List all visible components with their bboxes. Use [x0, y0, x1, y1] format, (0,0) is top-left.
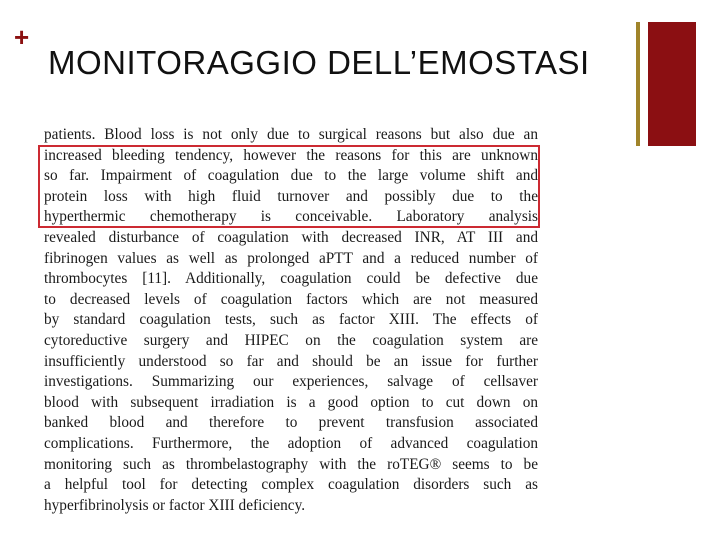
- excerpt-line: banked blood and therefore to prevent transfusion associated: [44, 414, 538, 432]
- excerpt-line: monitoring such as thrombelastography with the roTEG® seems to be: [44, 455, 538, 473]
- excerpt-line: a helpful tool for detecting complex coagulation disorders such as: [44, 476, 538, 494]
- excerpt-line: patients. Blood loss is not only due to surgical reasons but also due an: [44, 126, 538, 143]
- excerpt-line: so far. Impairment of coagulation due to the large volume shift and: [44, 167, 538, 185]
- excerpt-line: insufficiently understood so far and should be an issue for further: [44, 352, 538, 370]
- excerpt-line: blood with subsequent irradiation is a good option to cut down on: [44, 393, 538, 411]
- highlight-box: [38, 145, 540, 228]
- excerpt-line: investigations. Summarizing our experiences, salvage of cellsaver: [44, 373, 538, 391]
- slide-title: MONITORAGGIO DELL’EMOSTASI: [48, 44, 590, 81]
- excerpt-line: by standard coagulation tests, such as factor XIII. The effects of: [44, 311, 538, 329]
- excerpt-line: revealed disturbance of coagulation with decreased INR, AT III and: [44, 228, 538, 246]
- excerpt-line: to decreased levels of coagulation factors which are not measured: [44, 290, 538, 308]
- excerpt-line: fibrinogen values as well as prolonged aPTT and a reduced number of: [44, 249, 538, 267]
- excerpt-line: thrombocytes [11]. Additionally, coagulation could be defective due: [44, 270, 538, 288]
- excerpt-line: protein loss with high fluid turnover and possibly due to the: [44, 187, 538, 205]
- excerpt-line: complications. Furthermore, the adoption of advanced coagulation: [44, 434, 538, 452]
- excerpt-line: increased bleeding tendency, however the reasons for this are unknown: [44, 146, 538, 164]
- accent-gold-bar: [636, 22, 640, 146]
- plus-bullet-icon: +: [14, 22, 30, 52]
- excerpt-line: hyperfibrinolysis or factor XIII deficiency.: [44, 496, 306, 514]
- excerpt-line: hyperthermic chemotherapy is conceivable. Laboratory analysis: [44, 208, 538, 226]
- accent-red-block: [648, 22, 696, 146]
- excerpt-line: cytoreductive surgery and HIPEC on the coagulation system are: [44, 331, 538, 349]
